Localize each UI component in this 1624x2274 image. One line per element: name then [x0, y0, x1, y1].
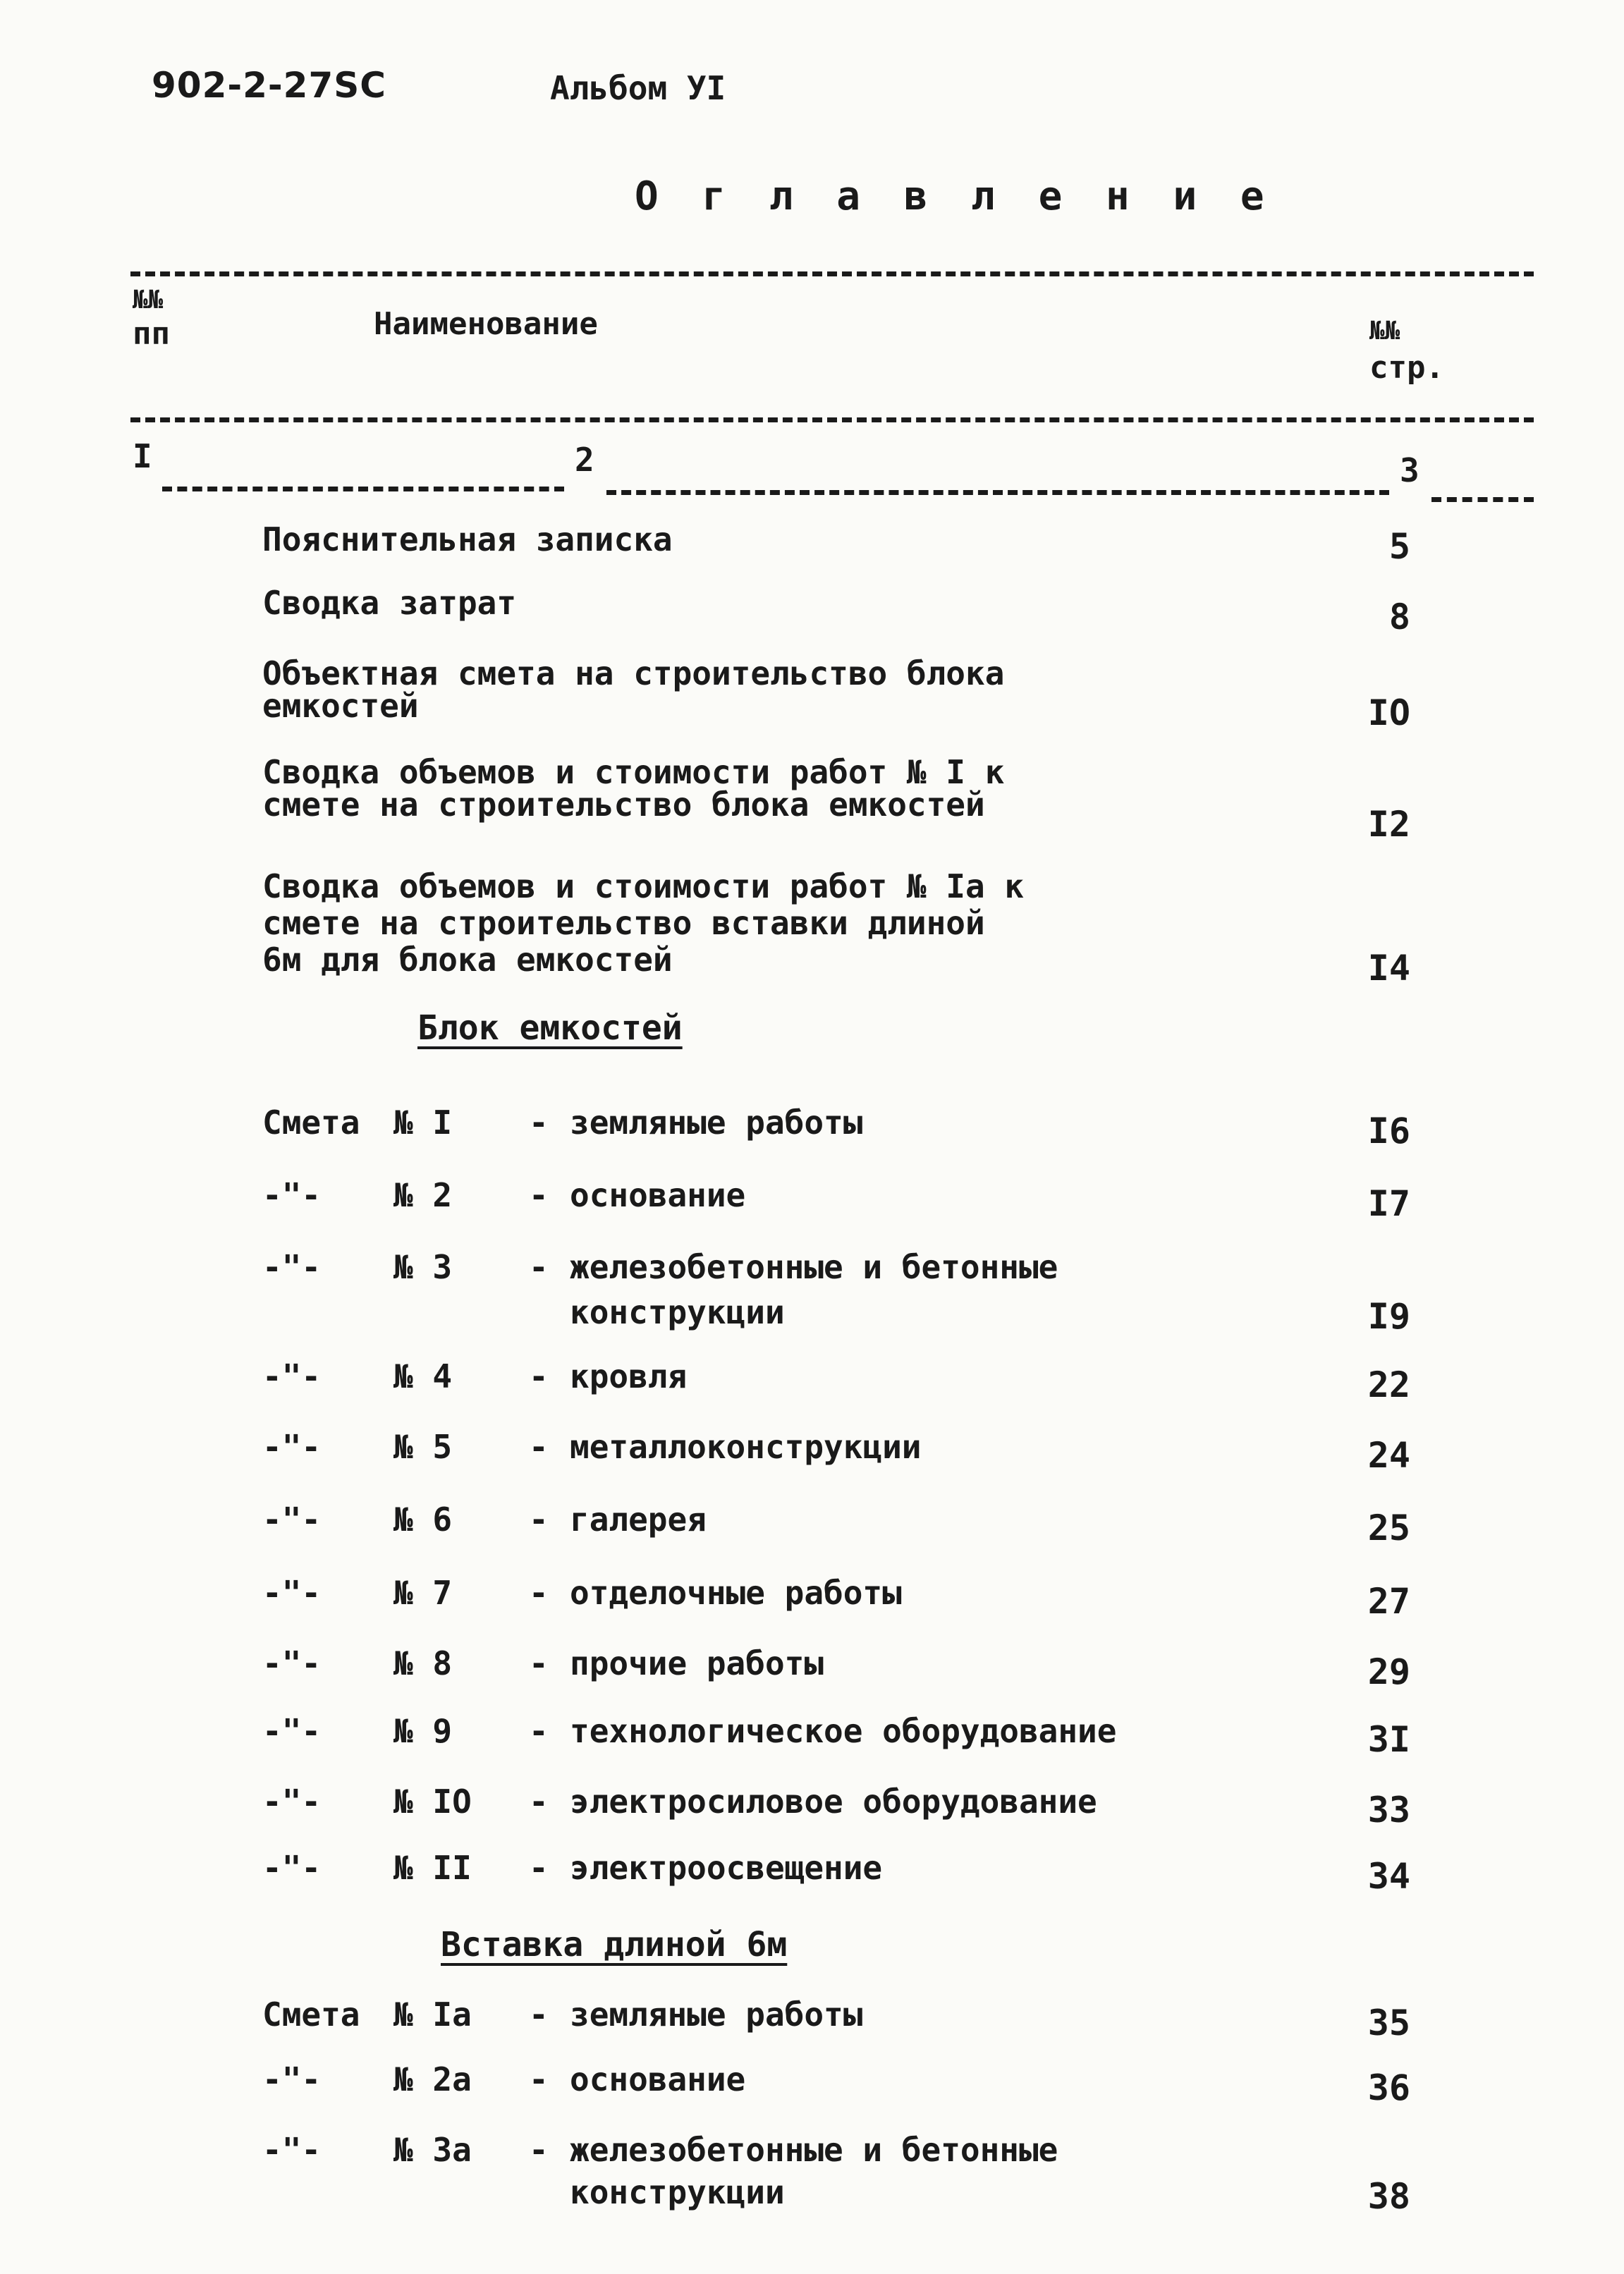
estimate-number: № 2а [393, 2060, 472, 2098]
estimate-title: галерея [570, 1500, 707, 1539]
toc-entry-volume-summary-1a-line3: 6м для блока емкостей [262, 941, 673, 979]
estimate-title: земляные работы [570, 1104, 863, 1142]
toc-page: 38 [1367, 2176, 1410, 2217]
estimate-number: № 2 [393, 1176, 453, 1214]
toc-page: I4 [1367, 948, 1410, 989]
estimate-prefix: Смета [262, 1995, 360, 2034]
estimate-title: кровля [570, 1357, 688, 1395]
toc-page: I9 [1367, 1296, 1410, 1337]
estimate-title: отделочные работы [570, 1574, 902, 1612]
estimate-prefix: -"- [262, 1574, 322, 1612]
col-number-2: 2 [575, 441, 594, 479]
entry-dash: - [529, 1248, 549, 1286]
estimate-prefix: -"- [262, 2060, 322, 2098]
col-number-3: 3 [1400, 451, 1420, 489]
toc-page: 35 [1367, 2003, 1410, 2043]
estimate-prefix: -"- [262, 1500, 322, 1539]
entry-dash: - [529, 1995, 549, 2034]
estimate-title: прочие работы [570, 1644, 824, 1682]
estimate-title: железобетонные и бетонные [570, 2131, 1058, 2169]
header-mid-rule [130, 417, 1534, 422]
numbering-rule-3 [1431, 497, 1534, 502]
name-col-label: Наименование [374, 306, 598, 342]
entry-dash: - [529, 2060, 549, 2098]
toc-page: 3I [1367, 1719, 1410, 1760]
estimate-number: № 3а [393, 2131, 472, 2169]
toc-page: 5 [1388, 526, 1410, 567]
entry-dash: - [529, 1712, 549, 1750]
estimate-prefix: Смета [262, 1104, 360, 1142]
num-col-label-2: пп [133, 316, 170, 352]
toc-entry-object-estimate: Объектная смета на строительство блока [262, 654, 1005, 692]
estimate-number: № 9 [393, 1712, 453, 1750]
estimate-number: № IO [393, 1783, 472, 1821]
entry-dash: - [529, 1176, 549, 1214]
estimate-prefix: -"- [262, 1644, 322, 1682]
toc-page: 25 [1367, 1508, 1410, 1548]
estimate-title: основание [570, 2060, 746, 2098]
page-col-label-2: стр. [1369, 350, 1444, 386]
estimate-prefix: -"- [262, 1849, 322, 1887]
entry-dash: - [529, 1849, 549, 1887]
estimate-number: № 4 [393, 1357, 453, 1395]
toc-page: 8 [1388, 597, 1410, 637]
estimate-prefix: -"- [262, 1248, 322, 1286]
page-col-label-1: №№ [1369, 317, 1400, 346]
toc-page: IO [1367, 692, 1410, 733]
entry-dash: - [529, 1644, 549, 1682]
numbering-rule-2 [606, 490, 1389, 495]
estimate-prefix: -"- [262, 1176, 322, 1214]
estimate-prefix: -"- [262, 2131, 322, 2169]
num-col-label-1: №№ [133, 286, 164, 314]
estimate-number: № 8 [393, 1644, 453, 1682]
toc-entry-volume-summary-1a: Сводка объемов и стоимости работ № Iа к [262, 867, 1025, 905]
toc-page: 33 [1367, 1790, 1410, 1830]
estimate-title: технологическое оборудование [570, 1712, 1117, 1750]
toc-page: 36 [1367, 2067, 1410, 2108]
estimate-prefix: -"- [262, 1428, 322, 1466]
toc-entry-object-estimate-line2: емкостей [262, 687, 419, 725]
section-title-tank-block: Блок емкостей [417, 1008, 683, 1048]
estimate-number: № 7 [393, 1574, 453, 1612]
toc-entry-explanatory-note: Пояснительная записка [262, 520, 673, 558]
estimate-title: металлоконструкции [570, 1428, 922, 1466]
entry-dash: - [529, 1500, 549, 1539]
toc-entry-volume-summary-1a-line2: смете на строительство вставки длиной [262, 904, 985, 942]
estimate-title: основание [570, 1176, 746, 1214]
toc-page: 24 [1367, 1435, 1410, 1476]
estimate-title-line2: конструкции [570, 2173, 785, 2211]
toc-entry-cost-summary: Сводка затрат [262, 584, 517, 622]
album-label: Альбом УI [550, 69, 726, 107]
entry-dash: - [529, 1428, 549, 1466]
header-top-rule [130, 271, 1534, 276]
entry-dash: - [529, 1357, 549, 1395]
estimate-number: № II [393, 1849, 472, 1887]
page-title: О г л а в л е н и е [635, 173, 1274, 219]
entry-dash: - [529, 1783, 549, 1821]
entry-dash: - [529, 1574, 549, 1612]
entry-dash: - [529, 2131, 549, 2169]
estimate-title-line2: конструкции [570, 1293, 785, 1331]
estimate-prefix: -"- [262, 1783, 322, 1821]
estimate-title: электроосвещение [570, 1849, 883, 1887]
estimate-number: № 5 [393, 1428, 453, 1466]
toc-page: 27 [1367, 1581, 1410, 1622]
estimate-prefix: -"- [262, 1712, 322, 1750]
toc-page: I6 [1367, 1111, 1410, 1151]
numbering-rule-1 [162, 487, 564, 491]
document-code: 902-2-27SC [152, 65, 386, 106]
estimate-number: № 6 [393, 1500, 453, 1539]
estimate-title: железобетонные и бетонные [570, 1248, 1058, 1286]
estimate-title: электросиловое оборудование [570, 1783, 1097, 1821]
section-title-insert: Вставка длиной 6м [441, 1925, 788, 1964]
estimate-number: № I [393, 1104, 453, 1142]
estimate-prefix: -"- [262, 1357, 322, 1395]
estimate-title: земляные работы [570, 1995, 863, 2034]
toc-page: I2 [1367, 804, 1410, 845]
toc-page: 22 [1367, 1364, 1410, 1405]
toc-entry-volume-summary-1: Сводка объемов и стоимости работ № I к [262, 753, 1005, 791]
estimate-number: № Iа [393, 1995, 472, 2034]
toc-page: 34 [1367, 1856, 1410, 1897]
estimate-number: № 3 [393, 1248, 453, 1286]
toc-entry-volume-summary-1-line2: смете на строительство блока емкостей [262, 785, 985, 824]
entry-dash: - [529, 1104, 549, 1142]
toc-page: 29 [1367, 1651, 1410, 1692]
toc-page: I7 [1367, 1183, 1410, 1224]
col-number-1: I [133, 437, 152, 475]
